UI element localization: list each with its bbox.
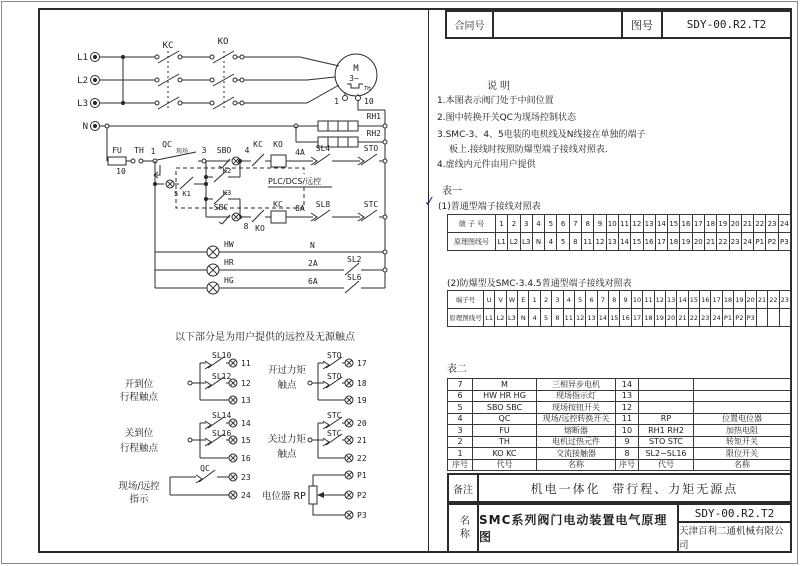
table-cell: 11 <box>582 233 594 251</box>
sl6-label: SL6 <box>347 273 362 282</box>
wire-6a-label: 6A <box>308 277 318 286</box>
table-cell <box>694 391 791 403</box>
note-line: 3.SMC-3、4、5电装的电机线及N线接在单独的端子 <box>437 130 646 140</box>
group-close-travel-line1: 关到位 <box>124 428 154 439</box>
table-cell: 20 <box>746 291 757 309</box>
group-open-travel-line2: 行程触点 <box>119 392 159 403</box>
table-cell: 20 <box>693 233 705 251</box>
table-cell: 3 <box>552 291 563 309</box>
terminal-p3: P3 <box>357 511 367 520</box>
table-cell: 21 <box>677 309 688 327</box>
table-cell: 7 <box>570 215 582 233</box>
table-cell: 现场按钮开关 <box>537 402 616 414</box>
table-cell: 现场指示灯 <box>537 391 616 403</box>
table-cell: 8 <box>582 215 594 233</box>
drawing-no-label: 图号 <box>623 12 663 37</box>
table-one-b-caption: (2)防爆型及SMC-3.4.5普通型端子接线对照表 <box>447 279 632 289</box>
terminal-17: 17 <box>357 359 367 368</box>
notes-title: 说明 <box>487 81 513 92</box>
table-cell: 4 <box>533 215 545 233</box>
table-cell: 名称 <box>694 460 791 472</box>
terminal-11: 11 <box>241 359 251 368</box>
terminal-22: 22 <box>357 454 367 463</box>
contactor-kc-label: KC <box>162 41 174 51</box>
terminal-20: 20 <box>357 419 367 428</box>
sl2-label: SL2 <box>347 255 362 264</box>
table-cell <box>639 391 694 403</box>
table-cell: RP <box>639 414 694 426</box>
table-cell: 5 <box>448 402 473 414</box>
table-cell: 3 <box>521 215 533 233</box>
table-cell: 3 <box>448 425 473 437</box>
hg-lamp-label: HG <box>224 276 234 285</box>
table-cell: 现场/远控转换开关 <box>537 414 616 426</box>
table-cell: N <box>518 309 529 327</box>
table-cell: 14 <box>677 291 688 309</box>
hr-lamp-label: HR <box>224 258 234 267</box>
sbc-label: SBC <box>213 203 229 212</box>
rh2-label: RH2 <box>366 129 381 138</box>
table-one-a-caption: (1)普通型端子接线对照表 <box>438 202 541 212</box>
table-cell: 11 <box>643 291 654 309</box>
motor-terminal-10: 10 <box>364 97 374 106</box>
table-cell: 21 <box>757 291 768 309</box>
terminal-l3-label: L3 <box>77 99 88 109</box>
table-cell: 12 <box>655 291 666 309</box>
sl12-label: SL12 <box>212 372 232 381</box>
terminal-p2: P2 <box>357 491 367 500</box>
table-cell: 8 <box>616 448 639 460</box>
sl4-label: SL4 <box>315 144 331 153</box>
table-cell: FU <box>473 425 537 437</box>
table-cell: 20 <box>730 215 742 233</box>
drawing-no-value: SDY-00.R2.T2 <box>686 18 767 31</box>
table-cell <box>639 379 694 391</box>
table-cell: 2 <box>508 215 520 233</box>
sto-label: STO <box>363 144 379 153</box>
drawing-name: SMC系列阀门电动装置电气原理图 <box>479 505 679 551</box>
contactor-ko-label: KO <box>217 37 229 47</box>
stc-contact1-label: STC <box>327 411 342 420</box>
table-cell: 14 <box>616 379 639 391</box>
table-cell: TH <box>473 437 537 449</box>
table-cell: 17 <box>656 233 668 251</box>
terminal-p1: P1 <box>357 471 367 480</box>
table-cell: L1 <box>484 309 495 327</box>
group-open-travel-line1: 开到位 <box>124 379 154 390</box>
table-cell: 20 <box>666 309 677 327</box>
plc-dcs-label: PLC/DCS/远控 <box>268 177 322 186</box>
table-cell: 19 <box>734 291 745 309</box>
group-close-torque-line1: 关过力矩 <box>267 434 307 445</box>
table-cell: 23 <box>766 215 778 233</box>
table-cell: 19 <box>655 309 666 327</box>
table-cell: 10 <box>632 291 643 309</box>
table-cell: 10 <box>607 215 619 233</box>
table-cell: 4 <box>545 233 557 251</box>
table-cell <box>639 402 694 414</box>
note-line: 1.本图表示阀门处于中间位置 <box>437 96 554 106</box>
table-cell: 加热电阻 <box>694 425 791 437</box>
check-mark: ✓ <box>422 193 437 211</box>
kc-coil-label: KC <box>273 200 283 209</box>
rh1-label: RH1 <box>366 112 381 121</box>
terminal-14: 14 <box>241 419 251 428</box>
table-cell: 端 子 号 <box>448 215 496 233</box>
ko-coil-label: KO <box>273 140 283 149</box>
table-cell: 11 <box>616 414 639 426</box>
stc-label: STC <box>363 200 379 209</box>
table-cell: 7 <box>448 379 473 391</box>
table-cell: 13 <box>586 309 597 327</box>
table-cell: 21 <box>705 233 717 251</box>
sl16-label: SL16 <box>212 429 232 438</box>
table-cell: 11 <box>564 309 575 327</box>
table-cell: 2 <box>448 437 473 449</box>
terminal-l1-label: L1 <box>77 53 88 63</box>
k2-label: K2 <box>222 167 232 175</box>
table-cell: P2 <box>766 233 778 251</box>
hw-lamp-label: HW <box>224 240 234 249</box>
table-cell: 4 <box>564 291 575 309</box>
table-cell: 电机过热元件 <box>537 437 616 449</box>
terminal-19: 19 <box>357 396 367 405</box>
table-cell <box>757 309 768 327</box>
table-cell: 23 <box>780 291 791 309</box>
sto-contact1-label: STO <box>327 351 342 360</box>
table-cell: 23 <box>700 309 711 327</box>
title-strip <box>445 10 792 39</box>
table-cell: 18 <box>668 233 680 251</box>
wire-8a-label: 8A <box>295 204 305 213</box>
table-cell: 12 <box>631 215 643 233</box>
table-cell: 18 <box>723 291 734 309</box>
table-cell: 5 <box>557 233 569 251</box>
motor-th-label: TH <box>364 86 371 92</box>
qc-label: QC <box>162 140 172 149</box>
drawing-number: SDY-00.R2.T2 <box>679 505 790 523</box>
table-cell: 23 <box>730 233 742 251</box>
table-cell: 5 <box>545 215 557 233</box>
table-cell: 22 <box>689 309 700 327</box>
table-cell: 19 <box>717 215 729 233</box>
terminal-13: 13 <box>241 396 251 405</box>
wire-8-label: 8 <box>243 222 249 231</box>
table-cell: 原理图线号 <box>448 309 484 327</box>
table-cell: L1 <box>496 233 508 251</box>
motor-phase-label: 3~ <box>349 74 359 83</box>
table-cell <box>694 379 791 391</box>
stc-contact2-label: STC <box>327 429 342 438</box>
table-cell: 16 <box>700 291 711 309</box>
table-cell: L3 <box>521 233 533 251</box>
group-close-torque-line2: 触点 <box>277 449 297 460</box>
terminal-table-normal <box>447 214 791 251</box>
note-line: 2.图中转换开关QC为现场控制状态 <box>437 113 576 123</box>
contract-no-value <box>494 12 623 37</box>
terminal-n-label: N <box>82 122 88 132</box>
ko-contact-label: KO <box>255 224 265 233</box>
table-cell: P3 <box>746 309 757 327</box>
component-table <box>447 378 791 471</box>
sto-contact2-label: STO <box>327 372 342 381</box>
table-cell: L3 <box>507 309 518 327</box>
table-cell: 17 <box>711 291 722 309</box>
table-cell: QC <box>473 414 537 426</box>
table-cell: P2 <box>734 309 745 327</box>
kc-contact-label: KC <box>253 140 263 149</box>
table-cell: 1 <box>496 215 508 233</box>
name-label: 名称 <box>449 505 479 551</box>
table-cell <box>694 402 791 414</box>
table-cell: 4 <box>529 309 540 327</box>
k3-label: K3 <box>222 189 232 197</box>
table-cell: 1 <box>529 291 540 309</box>
potentiometer-label: 电位器 RP <box>262 491 306 502</box>
table-cell: 序号 <box>616 460 639 472</box>
table-cell: 限位开关 <box>694 448 791 460</box>
table-cell: 6 <box>557 215 569 233</box>
table-cell: 24 <box>779 215 791 233</box>
terminal-24: 24 <box>241 491 251 500</box>
table-cell: M <box>473 379 537 391</box>
terminal-12: 12 <box>241 379 251 388</box>
table-cell: 14 <box>598 309 609 327</box>
table-cell: 15 <box>689 291 700 309</box>
contract-no-label: 合同号 <box>447 12 494 37</box>
terminal-15: 15 <box>241 436 251 445</box>
note-line: 板上.接线时按照防爆型端子接线对照表. <box>449 145 608 155</box>
table-cell: P3 <box>779 233 791 251</box>
note-line: 4.虚线内元件由用户提供 <box>437 160 536 170</box>
terminal-18: 18 <box>357 379 367 388</box>
table-cell: 15 <box>631 233 643 251</box>
table-cell: 15 <box>609 309 620 327</box>
table-cell: 22 <box>717 233 729 251</box>
table-cell: 三相异步电机 <box>537 379 616 391</box>
qc-contact-label: QC <box>200 464 210 473</box>
table-cell: 16 <box>680 215 692 233</box>
table-cell: 24 <box>742 233 754 251</box>
terminal-23: 23 <box>241 473 251 482</box>
company-name: 天津百利二通机械有限公司 <box>679 526 784 551</box>
table-cell: 13 <box>644 215 656 233</box>
table-cell: 18 <box>705 215 717 233</box>
table-cell: V <box>495 291 506 309</box>
table-two-title: 表二 <box>447 364 467 375</box>
wire-3-label: 3 <box>201 146 207 155</box>
table-cell: 9 <box>616 437 639 449</box>
table-cell: 2 <box>541 291 552 309</box>
table-cell: KO KC <box>473 448 537 460</box>
table-cell: 熔断器 <box>537 425 616 437</box>
motor-label: M <box>353 64 359 74</box>
table-cell: 序号 <box>448 460 473 472</box>
table-cell: 13 <box>616 391 639 403</box>
table-cell <box>768 309 779 327</box>
table-cell: L2 <box>508 233 520 251</box>
table-cell: 交流接触器 <box>537 448 616 460</box>
table-cell: 17 <box>693 215 705 233</box>
table-cell: 7 <box>598 291 609 309</box>
wire-1-label: 1 <box>150 147 156 156</box>
qc-position-label: 现场 <box>176 148 189 155</box>
table-cell: 8 <box>570 233 582 251</box>
group-close-travel-line2: 行程触点 <box>119 443 159 454</box>
wire-10-label: 10 <box>116 167 126 176</box>
table-cell: 5 <box>575 291 586 309</box>
sl10-label: SL10 <box>212 351 232 360</box>
table-cell: 12 <box>594 233 606 251</box>
wire-4-label: 4 <box>244 146 250 155</box>
table-cell: 4 <box>448 414 473 426</box>
table-cell: 10 <box>616 425 639 437</box>
terminal-l2-label: L2 <box>77 76 88 86</box>
table-cell: 转矩开关 <box>694 437 791 449</box>
remark-label: 备注 <box>449 475 479 501</box>
table-cell: 5 <box>541 309 552 327</box>
terminal-16: 16 <box>241 454 251 463</box>
wire-n-label: N <box>310 241 315 250</box>
table-cell: W <box>507 291 518 309</box>
table-cell: 12 <box>575 309 586 327</box>
wire-2a-label: 2A <box>308 259 318 268</box>
table-cell: L2 <box>495 309 506 327</box>
sbo-label: SBO <box>216 146 232 155</box>
table-cell: 代号 <box>473 460 537 472</box>
table-cell: 12 <box>616 402 639 414</box>
table-cell: 14 <box>656 215 668 233</box>
table-cell: 14 <box>619 233 631 251</box>
table-cell: 9 <box>594 215 606 233</box>
table-cell: 6 <box>448 391 473 403</box>
table-cell: SL2~SL16 <box>639 448 694 460</box>
table-cell: 24 <box>711 309 722 327</box>
table-cell: 16 <box>644 233 656 251</box>
table-cell: 18 <box>643 309 654 327</box>
user-contacts-title: 以下部分是为用户提供的远控及无源触点 <box>175 332 355 343</box>
remark-text: 机电一体化 带行程、力矩无源点 <box>530 481 739 496</box>
remark-block <box>447 473 792 503</box>
table-cell: HW HR HG <box>473 391 537 403</box>
motor-terminal-1: 1 <box>334 97 339 106</box>
table-cell: 17 <box>632 309 643 327</box>
group-open-torque-line2: 触点 <box>277 380 297 391</box>
table-cell: E <box>518 291 529 309</box>
table-cell: 名称 <box>537 460 616 472</box>
table-cell: 9 <box>620 291 631 309</box>
table-cell: SBO SBC <box>473 402 537 414</box>
group-indication-line1: 现场/远控 <box>118 481 160 492</box>
table-cell: 代号 <box>639 460 694 472</box>
table-cell: 端子号 <box>448 291 484 309</box>
table-cell <box>780 309 791 327</box>
k1-label: 5 K1 <box>174 190 191 198</box>
table-cell: RH1 RH2 <box>639 425 694 437</box>
table-cell: 位置电位器 <box>694 414 791 426</box>
table-cell: 22 <box>754 215 766 233</box>
table-one-title: 表一 <box>442 186 462 197</box>
sl14-label: SL14 <box>212 411 232 420</box>
table-cell: STO STC <box>639 437 694 449</box>
table-cell: 21 <box>742 215 754 233</box>
th-label: TH <box>134 146 144 155</box>
group-open-torque-line1: 开过力矩 <box>267 365 307 376</box>
table-cell: 8 <box>609 291 620 309</box>
table-cell: 19 <box>680 233 692 251</box>
wire-4a-label: 4A <box>295 148 305 157</box>
sl8-label: SL8 <box>315 200 331 209</box>
table-cell: 22 <box>768 291 779 309</box>
terminal-21: 21 <box>357 436 367 445</box>
table-cell: 13 <box>607 233 619 251</box>
table-cell: 16 <box>620 309 631 327</box>
name-block <box>447 503 792 553</box>
fu-label: FU <box>112 146 122 155</box>
table-cell: 1 <box>448 448 473 460</box>
table-cell: 15 <box>668 215 680 233</box>
terminal-table-exproof <box>447 290 791 327</box>
table-cell: 6 <box>586 291 597 309</box>
table-cell: 13 <box>666 291 677 309</box>
table-cell: 11 <box>619 215 631 233</box>
table-cell: P1 <box>754 233 766 251</box>
table-cell: 8 <box>552 309 563 327</box>
table-cell: 原理图线号 <box>448 233 496 251</box>
table-cell: P1 <box>723 309 734 327</box>
table-cell: N <box>533 233 545 251</box>
table-cell: U <box>484 291 495 309</box>
group-indication-line2: 指示 <box>129 494 149 505</box>
